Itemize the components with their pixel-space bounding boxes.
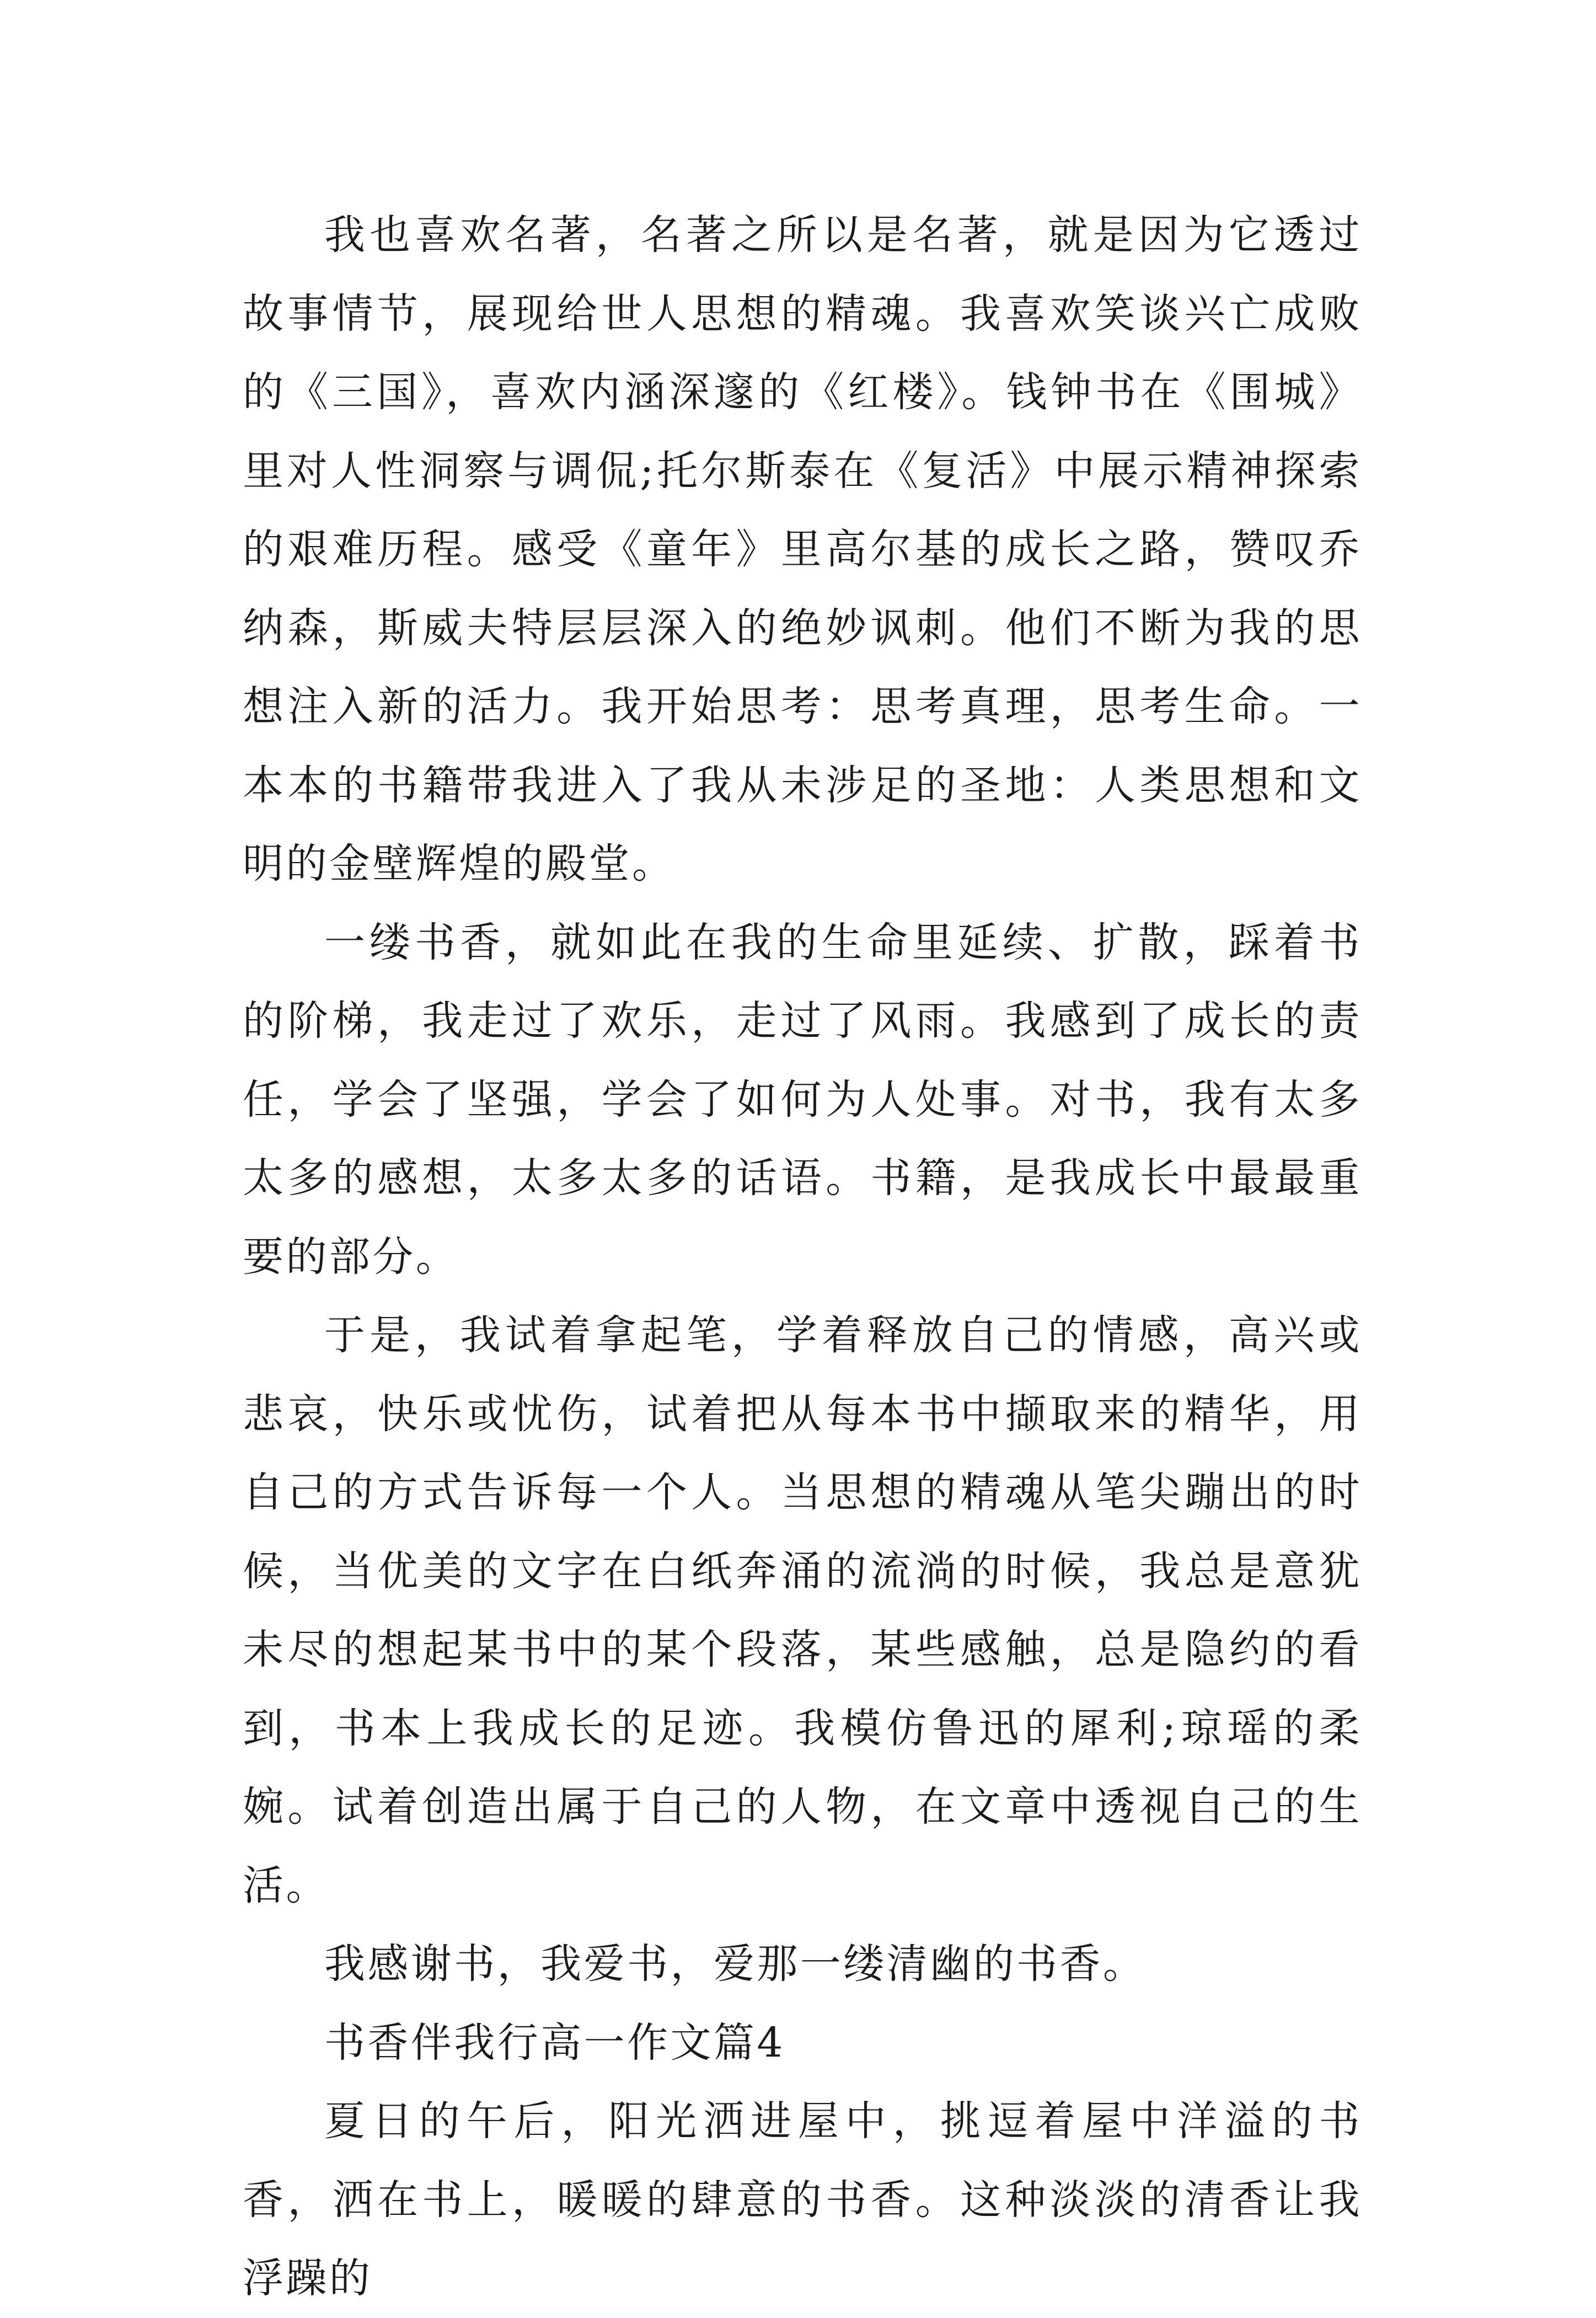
document-body [243, 196, 1362, 2318]
paragraph-book-fragrance: 一缕书香，就如此在我的生命里延续、扩散，踩着书的阶梯，我走过了欢乐，走过了风雨。我感到了成长的责任，学会了坚强，学会了如何为人处事。对书，我有太多太多的感想，太多太多的话语。书籍，是我成长中最最重要的部分。 [243, 918, 1362, 1281]
paragraph-thanks: 我感谢书，我爱书，爱那一缕清幽的书香。 [324, 1940, 1147, 1988]
section-heading: 书香伴我行高一作文篇4 [324, 2019, 785, 2067]
paragraph-writing: 于是，我试着拿起笔，学着释放自己的情感，高兴或悲哀，快乐或忧伤，试着把从每本书中撷取来的精华，用自己的方式告诉每一个人。当思想的精魂从笔尖蹦出的时候，当优美的文字在白纸奔涌的流淌的时候，我总是意犹未尽的想起某书中的某个段落，某些感触，总是隐约的看到，书本上我成长的足迹。我模仿鲁迅的犀利;琼瑶的柔婉。试着创造出属于自己的人物，在文章中透视自己的生活。 [243, 1311, 1362, 1909]
paragraph-summer-afternoon: 夏日的午后，阳光洒进屋中，挑逗着屋中洋溢的书香，洒在书上，暖暖的肆意的书香。这种淡淡的清香让我浮躁的 [243, 2097, 1362, 2302]
paragraph-famous-books: 我也喜欢名著，名著之所以是名著，就是因为它透过故事情节，展现给世人思想的精魂。我喜欢笑谈兴亡成败的《三国》，喜欢内涵深邃的《红楼》。钱钟书在《围城》里对人性洞察与调侃;托尔斯泰在《复活》中展示精神探索的艰难历程。感受《童年》里高尔基的成长之路，赞叹乔纳森，斯威夫特层层深入的绝妙讽刺。他们不断为我的思想注入新的活力。我开始思考：思考真理，思考生命。一本本的书籍带我进入了我从未涉足的圣地：人类思想和文明的金壁辉煌的殿堂。 [243, 211, 1362, 887]
